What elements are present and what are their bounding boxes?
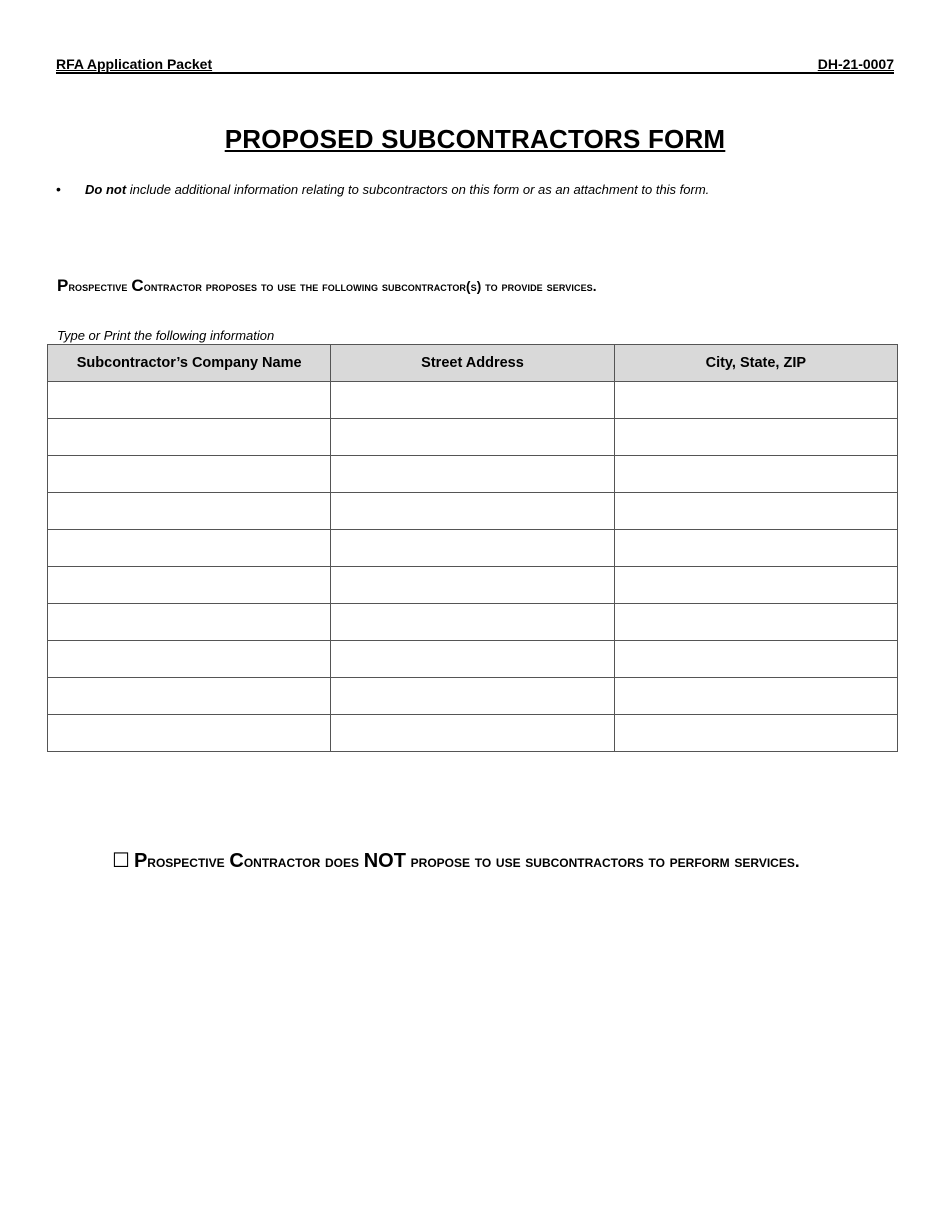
option-not: NOT: [363, 850, 406, 872]
company-name-cell[interactable]: [48, 382, 331, 419]
instruction-rest: include additional information relating to subcontractors on this form or as an attachment to this form.: [126, 182, 710, 197]
heading-part-1: rospective: [68, 279, 132, 294]
city-state-zip-cell[interactable]: [614, 419, 897, 456]
heading-cap-c: C: [131, 276, 144, 295]
proposal-heading: [57, 276, 597, 296]
packet-title: RFA Application Packet: [56, 56, 213, 72]
company-name-cell[interactable]: [48, 419, 331, 456]
street-address-cell[interactable]: [331, 715, 614, 752]
street-address-cell[interactable]: [331, 678, 614, 715]
company-name-cell[interactable]: [48, 715, 331, 752]
option-cap-c: C: [229, 850, 244, 872]
option-cap-p: P: [133, 850, 148, 872]
city-state-zip-cell[interactable]: [614, 715, 897, 752]
company-name-cell[interactable]: [48, 678, 331, 715]
company-name-cell[interactable]: [48, 493, 331, 530]
form-title: PROPOSED SUBCONTRACTORS FORM: [224, 124, 726, 154]
table-row: [48, 604, 898, 641]
instruction-text: [85, 182, 709, 197]
page-header: [56, 56, 894, 74]
table-row: [48, 493, 898, 530]
company-name-cell[interactable]: [48, 604, 331, 641]
street-address-cell[interactable]: [331, 604, 614, 641]
heading-period: .: [592, 279, 597, 294]
table-row: [48, 678, 898, 715]
column-header-company-name: Subcontractor’s Company Name: [48, 345, 331, 382]
company-name-cell[interactable]: [48, 641, 331, 678]
table-caption: Type or Print the following information: [57, 328, 275, 343]
table-row: [48, 456, 898, 493]
option-part-1: rospective: [147, 852, 230, 871]
table-row: [48, 715, 898, 752]
heading-part-2: ontractor proposes to use the following subcontractor(s) to provide services: [143, 279, 593, 294]
city-state-zip-cell[interactable]: [614, 641, 897, 678]
street-address-cell[interactable]: [331, 530, 614, 567]
option-part-2: ontractor does: [243, 852, 364, 871]
column-header-city-state-zip: City, State, ZIP: [614, 345, 897, 382]
option-part-3: propose to use subcontractors to perform services.: [405, 852, 800, 871]
document-number: DH-21-0007: [817, 56, 894, 72]
table-header-row: [48, 345, 898, 382]
city-state-zip-cell[interactable]: [614, 530, 897, 567]
table-body: [48, 382, 898, 752]
street-address-cell[interactable]: [331, 419, 614, 456]
table-row: [48, 530, 898, 567]
city-state-zip-cell[interactable]: [614, 382, 897, 419]
city-state-zip-cell[interactable]: [614, 456, 897, 493]
street-address-cell[interactable]: [331, 567, 614, 604]
company-name-cell[interactable]: [48, 530, 331, 567]
city-state-zip-cell[interactable]: [614, 493, 897, 530]
table-row: [48, 641, 898, 678]
no-subcontractors-option: [112, 846, 872, 877]
city-state-zip-cell[interactable]: [614, 604, 897, 641]
street-address-cell[interactable]: [331, 456, 614, 493]
table-row: [48, 419, 898, 456]
bullet-icon: •: [56, 181, 61, 197]
city-state-zip-cell[interactable]: [614, 567, 897, 604]
city-state-zip-cell[interactable]: [614, 678, 897, 715]
table-row: [48, 567, 898, 604]
company-name-cell[interactable]: [48, 567, 331, 604]
street-address-cell[interactable]: [331, 493, 614, 530]
street-address-cell[interactable]: [331, 641, 614, 678]
subcontractors-table: [47, 344, 898, 752]
table-row: [48, 382, 898, 419]
company-name-cell[interactable]: [48, 456, 331, 493]
heading-cap-p: P: [57, 276, 69, 295]
street-address-cell[interactable]: [331, 382, 614, 419]
no-subcontractors-checkbox[interactable]: ☐: [112, 850, 130, 872]
instruction-emphasis: Do not: [85, 182, 127, 197]
column-header-street-address: Street Address: [331, 345, 614, 382]
